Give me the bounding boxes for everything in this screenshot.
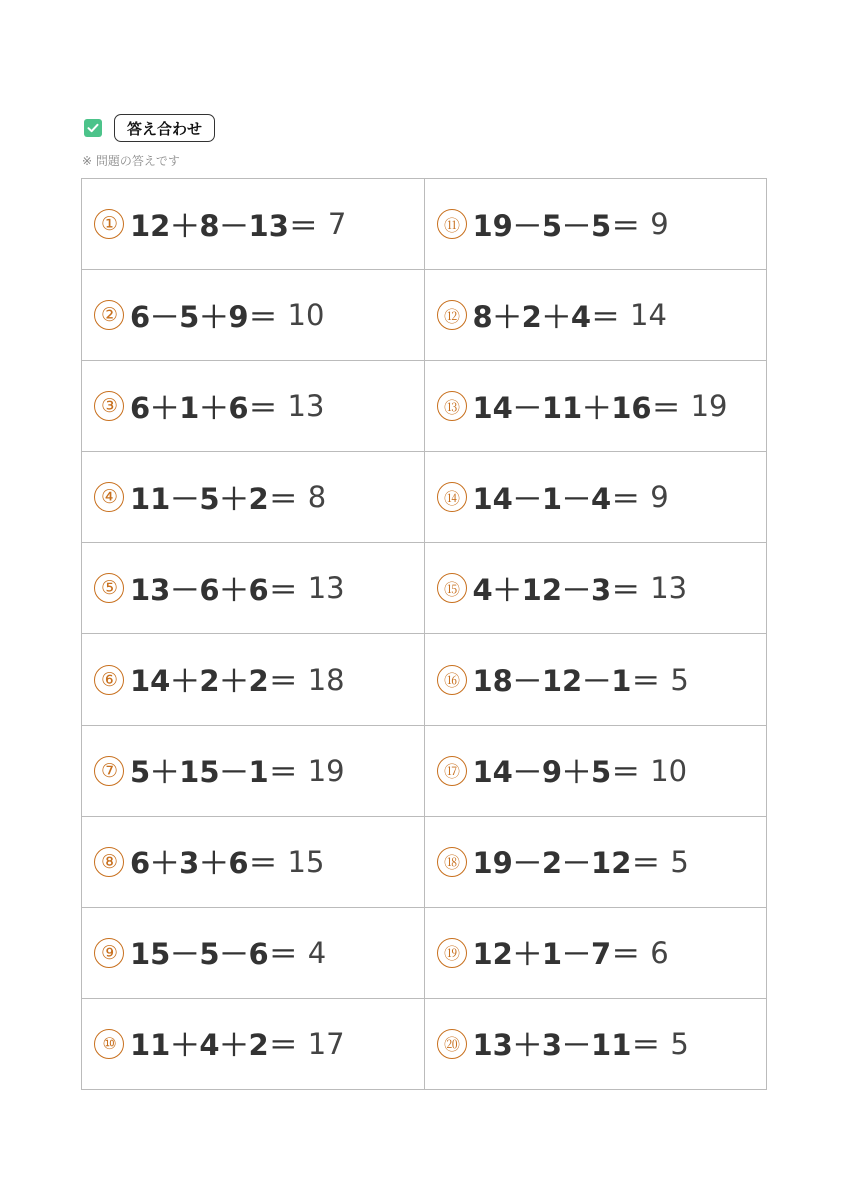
problem-answer: 8	[307, 480, 327, 515]
problem-number: ⑬	[437, 391, 467, 421]
problem-number: ⑯	[437, 665, 467, 695]
problem-expression: 4＋12－3＝	[472, 572, 641, 607]
problem-cell	[425, 452, 768, 543]
problem-number: ⑱	[437, 847, 467, 877]
problem-answer: 13	[307, 571, 345, 606]
problem-cell	[82, 361, 425, 452]
problem-cell	[425, 908, 768, 999]
problem-expression: 13－6＋6＝	[130, 572, 298, 607]
check-icon	[86, 121, 100, 135]
problem-answer: 9	[650, 207, 669, 242]
problem-number: ⑥	[94, 665, 124, 695]
header-bar	[84, 114, 215, 142]
problem-expression: 14－11＋16＝	[472, 390, 681, 425]
problem-answer: 10	[287, 298, 325, 333]
problem-expression: 6＋3＋6＝	[130, 846, 278, 881]
problem-cell	[425, 361, 768, 452]
problem-cell	[82, 634, 425, 725]
problem-grid	[81, 178, 767, 1090]
problem-expression: 12＋8－13＝	[130, 208, 318, 243]
problem-cell	[82, 999, 425, 1090]
problem-expression: 14－1－4＝	[472, 481, 641, 516]
problem-number: ⑳	[437, 1029, 467, 1059]
answer-checkbox[interactable]	[84, 119, 102, 137]
problem-expression: 19－2－12＝	[472, 846, 661, 881]
problem-number: ⑧	[94, 847, 124, 877]
problem-number: ①	[94, 209, 124, 239]
problem-answer: 5	[670, 844, 689, 879]
problem-answer: 7	[327, 207, 347, 242]
problem-answer: 13	[650, 571, 688, 606]
problem-expression: 14＋2＋2＝	[130, 664, 298, 699]
problem-expression: 18－12－1＝	[472, 664, 661, 699]
problem-answer: 9	[650, 480, 669, 515]
problem-number: ⑨	[94, 938, 124, 968]
problem-cell	[425, 543, 768, 634]
problem-cell	[82, 817, 425, 908]
problem-answer: 5	[670, 1026, 689, 1061]
problem-cell	[82, 179, 425, 270]
problem-expression: 6＋1＋6＝	[130, 390, 278, 425]
problem-expression: 11－5＋2＝	[130, 481, 298, 516]
problem-cell	[82, 452, 425, 543]
problem-answer: 6	[650, 935, 669, 970]
problem-expression: 11＋4＋2＝	[130, 1028, 298, 1063]
answer-note: ※ 問題の答えです	[82, 154, 180, 168]
problem-number: ⑮	[437, 573, 467, 603]
problem-number: ⑤	[94, 573, 124, 603]
problem-expression: 13＋3－11＝	[472, 1028, 661, 1063]
problem-cell	[425, 999, 768, 1090]
problem-expression: 6－5＋9＝	[130, 299, 278, 334]
problem-answer: 4	[307, 935, 327, 970]
problem-number: ⑰	[437, 756, 467, 786]
problem-expression: 5＋15－1＝	[130, 755, 298, 790]
problem-answer: 17	[307, 1026, 345, 1061]
problem-cell	[425, 634, 768, 725]
problem-number: ⑦	[94, 756, 124, 786]
problem-number: ⑫	[437, 300, 467, 330]
problem-expression: 15－5－6＝	[130, 937, 298, 972]
problem-number: ⑩	[94, 1029, 124, 1059]
answer-check-button[interactable]: 答え合わせ	[114, 114, 215, 142]
problem-expression: 19－5－5＝	[472, 208, 641, 243]
problem-expression: 8＋2＋4＝	[472, 299, 621, 334]
problem-answer: 18	[307, 662, 345, 697]
problem-number: ⑲	[437, 938, 467, 968]
problem-number: ③	[94, 391, 124, 421]
problem-answer: 19	[690, 389, 728, 424]
problem-cell	[425, 726, 768, 817]
problem-cell	[425, 270, 768, 361]
problem-answer: 13	[287, 389, 325, 424]
problem-answer: 15	[287, 844, 325, 879]
problem-cell	[82, 270, 425, 361]
problem-answer: 5	[670, 662, 689, 697]
problem-number: ⑪	[437, 209, 467, 239]
problem-cell	[82, 543, 425, 634]
problem-number: ⑭	[437, 482, 467, 512]
problem-answer: 14	[630, 298, 667, 333]
problem-number: ②	[94, 300, 124, 330]
problem-cell	[425, 817, 768, 908]
problem-expression: 14－9＋5＝	[472, 755, 641, 790]
problem-cell	[82, 726, 425, 817]
problem-cell	[82, 908, 425, 999]
problem-cell	[425, 179, 768, 270]
problem-expression: 12＋1－7＝	[472, 937, 641, 972]
problem-number: ④	[94, 482, 124, 512]
problem-answer: 19	[307, 753, 345, 788]
problem-answer: 10	[650, 753, 688, 788]
